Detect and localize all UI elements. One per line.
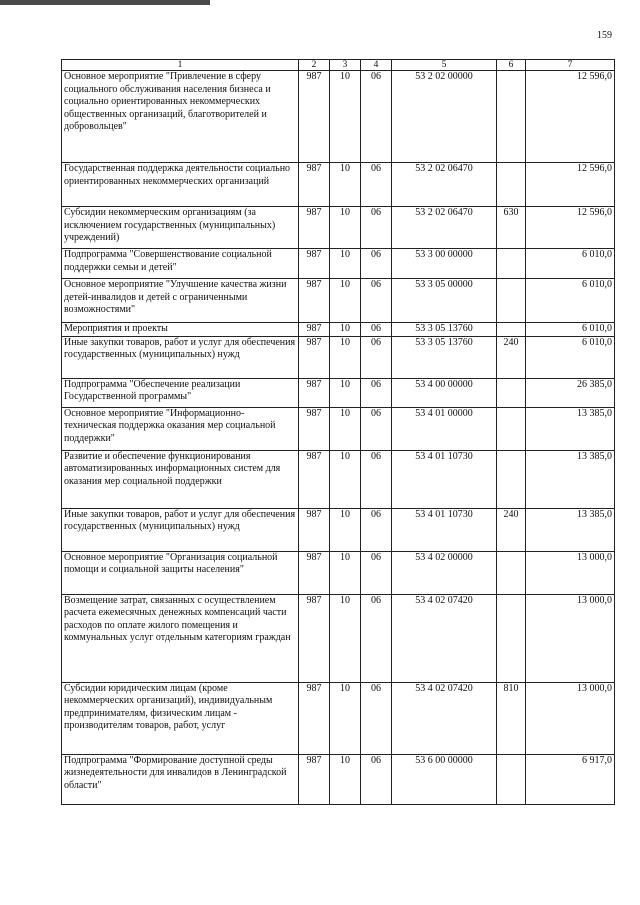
column-header: 3: [330, 60, 361, 71]
section-code-cell: 10: [330, 71, 361, 163]
column-header: 6: [497, 60, 526, 71]
table-row: [62, 594, 615, 682]
row-name-cell: Возмещение затрат, связанных с осуществлением расчета ежемесячных денежных компенсаций части расходов по оплате жилого помещения и коммунальных услуг отдельным категориям граждан: [62, 594, 299, 682]
subsection-code-cell: 06: [361, 279, 392, 323]
table-row: [62, 71, 615, 163]
admin-code-cell: 987: [299, 682, 330, 754]
amount-cell: 13 000,0: [526, 551, 615, 594]
amount-cell: 12 596,0: [526, 207, 615, 249]
section-code-cell: 10: [330, 450, 361, 508]
amount-cell: 13 385,0: [526, 407, 615, 450]
section-code-cell: 10: [330, 594, 361, 682]
section-code-cell: 10: [330, 249, 361, 279]
expense-type-cell: [497, 71, 526, 163]
target-article-cell: 53 2 02 00000: [392, 71, 497, 163]
column-number-row: [62, 60, 615, 71]
section-code-cell: 10: [330, 551, 361, 594]
admin-code-cell: 987: [299, 378, 330, 407]
table-row: [62, 754, 615, 804]
subsection-code-cell: 06: [361, 249, 392, 279]
amount-cell: 26 385,0: [526, 378, 615, 407]
target-article-cell: 53 4 02 07420: [392, 594, 497, 682]
expense-type-cell: 810: [497, 682, 526, 754]
target-article-cell: 53 2 02 06470: [392, 163, 497, 207]
target-article-cell: 53 4 01 10730: [392, 508, 497, 551]
admin-code-cell: 987: [299, 407, 330, 450]
table-row: [62, 682, 615, 754]
section-code-cell: 10: [330, 163, 361, 207]
subsection-code-cell: 06: [361, 323, 392, 337]
amount-cell: 13 000,0: [526, 682, 615, 754]
expense-type-cell: [497, 323, 526, 337]
target-article-cell: 53 4 01 00000: [392, 407, 497, 450]
row-name-cell: Основное мероприятие "Организация социальной помощи и социальной защиты населения": [62, 551, 299, 594]
budget-table-body: [62, 60, 615, 805]
section-code-cell: 10: [330, 336, 361, 378]
amount-cell: 6 010,0: [526, 249, 615, 279]
section-code-cell: 10: [330, 682, 361, 754]
amount-cell: 6 010,0: [526, 279, 615, 323]
table-row: [62, 407, 615, 450]
amount-cell: 12 596,0: [526, 163, 615, 207]
table-row: [62, 551, 615, 594]
subsection-code-cell: 06: [361, 682, 392, 754]
admin-code-cell: 987: [299, 323, 330, 337]
target-article-cell: 53 6 00 00000: [392, 754, 497, 804]
target-article-cell: 53 3 05 13760: [392, 336, 497, 378]
row-name-cell: Государственная поддержка деятельности социально ориентированных некоммерческих организаций: [62, 163, 299, 207]
table-row: [62, 336, 615, 378]
subsection-code-cell: 06: [361, 407, 392, 450]
row-name-cell: Субсидии юридическим лицам (кроме некоммерческих организаций), индивидуальным предпринимателям, физическим лицам - производителям товаров, работ, услуг: [62, 682, 299, 754]
row-name-cell: Иные закупки товаров, работ и услуг для обеспечения государственных (муниципальных) нужд: [62, 336, 299, 378]
section-code-cell: 10: [330, 378, 361, 407]
expense-type-cell: [497, 551, 526, 594]
admin-code-cell: 987: [299, 450, 330, 508]
section-code-cell: 10: [330, 323, 361, 337]
amount-cell: 13 000,0: [526, 594, 615, 682]
expense-type-cell: [497, 163, 526, 207]
amount-cell: 13 385,0: [526, 450, 615, 508]
subsection-code-cell: 06: [361, 594, 392, 682]
subsection-code-cell: 06: [361, 450, 392, 508]
expense-type-cell: [497, 594, 526, 682]
subsection-code-cell: 06: [361, 378, 392, 407]
column-header: 1: [62, 60, 299, 71]
expense-type-cell: [497, 407, 526, 450]
subsection-code-cell: 06: [361, 508, 392, 551]
column-header: 2: [299, 60, 330, 71]
row-name-cell: Мероприятия и проекты: [62, 323, 299, 337]
table-row: [62, 279, 615, 323]
section-code-cell: 10: [330, 407, 361, 450]
row-name-cell: Иные закупки товаров, работ и услуг для обеспечения государственных (муниципальных) нужд: [62, 508, 299, 551]
target-article-cell: 53 3 05 00000: [392, 279, 497, 323]
amount-cell: 6 010,0: [526, 323, 615, 337]
amount-cell: 12 596,0: [526, 71, 615, 163]
section-code-cell: 10: [330, 508, 361, 551]
section-code-cell: 10: [330, 279, 361, 323]
table-row: [62, 378, 615, 407]
admin-code-cell: 987: [299, 754, 330, 804]
column-header: 7: [526, 60, 615, 71]
column-header: 4: [361, 60, 392, 71]
admin-code-cell: 987: [299, 163, 330, 207]
target-article-cell: 53 4 02 00000: [392, 551, 497, 594]
admin-code-cell: 987: [299, 71, 330, 163]
expense-type-cell: [497, 754, 526, 804]
subsection-code-cell: 06: [361, 754, 392, 804]
table-row: [62, 323, 615, 337]
budget-table: [61, 59, 615, 805]
admin-code-cell: 987: [299, 207, 330, 249]
row-name-cell: Основное мероприятие "Улучшение качества жизни детей-инвалидов и детей с ограниченными возможностями": [62, 279, 299, 323]
admin-code-cell: 987: [299, 279, 330, 323]
target-article-cell: 53 4 00 00000: [392, 378, 497, 407]
subsection-code-cell: 06: [361, 71, 392, 163]
subsection-code-cell: 06: [361, 207, 392, 249]
column-header: 5: [392, 60, 497, 71]
table-row: [62, 249, 615, 279]
expense-type-cell: [497, 249, 526, 279]
page-number: 159: [597, 30, 612, 41]
expense-type-cell: 240: [497, 508, 526, 551]
subsection-code-cell: 06: [361, 163, 392, 207]
table-row: [62, 207, 615, 249]
row-name-cell: Субсидии некоммерческим организациям (за исключением государственных (муниципальных) учреждений): [62, 207, 299, 249]
row-name-cell: Подпрограмма "Формирование доступной среды жизнедеятельности для инвалидов в Ленинградской области": [62, 754, 299, 804]
section-code-cell: 10: [330, 754, 361, 804]
row-name-cell: Развитие и обеспечение функционирования автоматизированных информационных систем для оказания мер социальной поддержки: [62, 450, 299, 508]
subsection-code-cell: 06: [361, 551, 392, 594]
row-name-cell: Подпрограмма "Совершенствование социальной поддержки семьи и детей": [62, 249, 299, 279]
admin-code-cell: 987: [299, 551, 330, 594]
row-name-cell: Основное мероприятие "Привлечение в сферу социального обслуживания населения бизнеса и социально ориентированных некоммерческих общественных организаций, благотворителей и добровольцев": [62, 71, 299, 163]
expense-type-cell: [497, 450, 526, 508]
row-name-cell: Подпрограмма "Обеспечение реализации Государственной программы": [62, 378, 299, 407]
admin-code-cell: 987: [299, 594, 330, 682]
amount-cell: 13 385,0: [526, 508, 615, 551]
amount-cell: 6 010,0: [526, 336, 615, 378]
expense-type-cell: 240: [497, 336, 526, 378]
expense-type-cell: [497, 378, 526, 407]
table-row: [62, 163, 615, 207]
target-article-cell: 53 4 01 10730: [392, 450, 497, 508]
expense-type-cell: [497, 279, 526, 323]
table-row: [62, 508, 615, 551]
expense-type-cell: 630: [497, 207, 526, 249]
target-article-cell: 53 2 02 06470: [392, 207, 497, 249]
amount-cell: 6 917,0: [526, 754, 615, 804]
scan-artifact: [0, 0, 210, 5]
target-article-cell: 53 3 05 13760: [392, 323, 497, 337]
admin-code-cell: 987: [299, 336, 330, 378]
admin-code-cell: 987: [299, 508, 330, 551]
row-name-cell: Основное мероприятие "Информационно-техническая поддержка оказания мер социальной поддержки": [62, 407, 299, 450]
target-article-cell: 53 4 02 07420: [392, 682, 497, 754]
target-article-cell: 53 3 00 00000: [392, 249, 497, 279]
subsection-code-cell: 06: [361, 336, 392, 378]
table-row: [62, 450, 615, 508]
admin-code-cell: 987: [299, 249, 330, 279]
section-code-cell: 10: [330, 207, 361, 249]
